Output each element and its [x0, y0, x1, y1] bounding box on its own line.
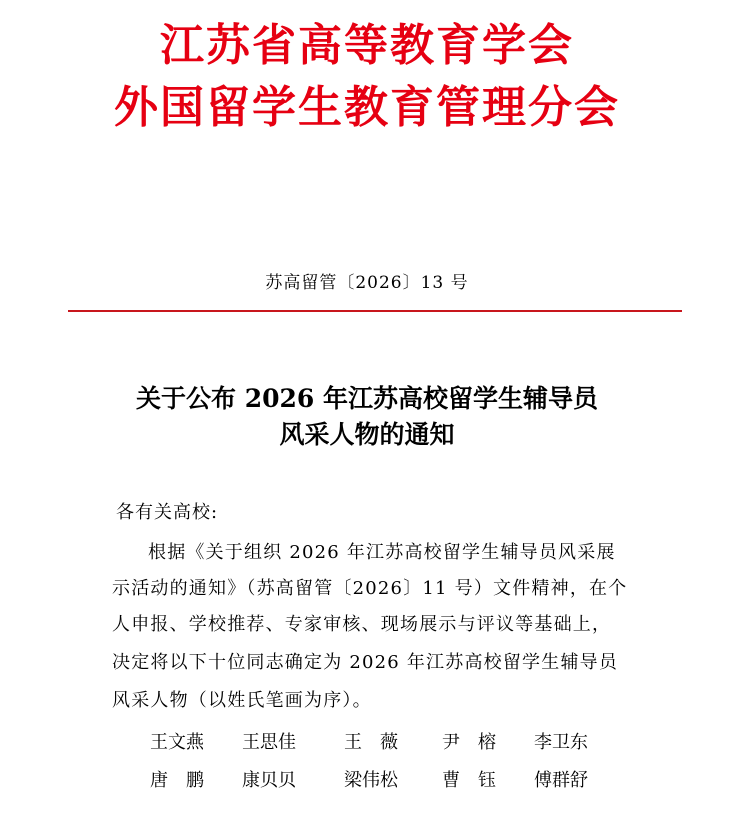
body-text-line: 示活动的通知》（苏高留管〔2026〕11 号）文件精神，在个 — [112, 578, 628, 599]
honoree-name: 王 薇 — [344, 732, 398, 753]
honoree-name: 尹 榕 — [442, 732, 496, 753]
issuer-name-line-1: 江苏省高等教育学会 — [160, 20, 574, 71]
honoree-name: 傅群舒 — [534, 770, 588, 791]
honoree-name: 曹 钰 — [442, 770, 496, 791]
honoree-name: 王思佳 — [242, 732, 296, 753]
body-text-line: 人申报、学校推荐、专家审核、现场展示与评议等基础上， — [112, 614, 612, 635]
document-number: 苏高留管〔2026〕13 号 — [265, 273, 469, 293]
honoree-name: 康贝贝 — [242, 770, 296, 791]
honoree-name: 李卫东 — [534, 732, 588, 753]
honoree-name: 唐 鹏 — [150, 770, 204, 791]
salutation: 各有关高校: — [116, 502, 219, 523]
issuer-name-line-2: 外国留学生教育管理分会 — [114, 82, 620, 133]
body-text-line: 风采人物（以姓氏笔画为序）。 — [112, 690, 372, 711]
body-text-line: 根据《关于组织 2026 年江苏高校留学生辅导员风采展 — [148, 542, 616, 563]
notice-title-line-2: 风采人物的通知 — [279, 420, 455, 449]
body-text-line: 决定将以下十位同志确定为 2026 年江苏高校留学生辅导员 — [112, 652, 619, 673]
honoree-name: 梁伟松 — [344, 770, 398, 791]
red-divider-rule — [68, 310, 682, 312]
notice-title-line-1: 关于公布 2026 年江苏高校留学生辅导员 — [136, 384, 598, 413]
honoree-name: 王文燕 — [150, 732, 204, 753]
